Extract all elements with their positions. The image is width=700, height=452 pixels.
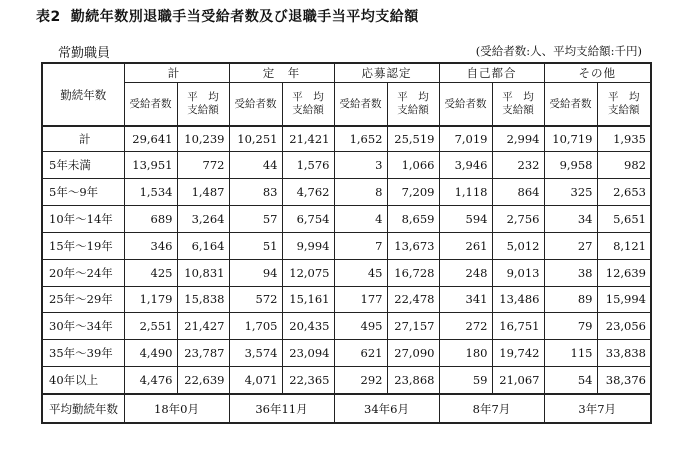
avg-amount-cell: 4,762 xyxy=(282,178,334,205)
retirement-allowance-table xyxy=(41,62,652,424)
table-number: 表2 xyxy=(36,9,61,25)
group-header-self: 自己都合 xyxy=(439,63,544,83)
sub-header-count: 受給者数 xyxy=(439,83,492,127)
count-cell: 4 xyxy=(334,205,387,232)
avg-amount-cell: 16,751 xyxy=(492,313,544,340)
count-cell: 57 xyxy=(229,205,282,232)
row-label: 20年～24年 xyxy=(42,259,124,286)
avg-amount-cell: 7,209 xyxy=(387,178,439,205)
avg-amount-cell: 25,519 xyxy=(387,126,439,152)
avg-amount-cell: 20,435 xyxy=(282,313,334,340)
avg-amount-cell: 1,935 xyxy=(597,126,651,152)
total-row xyxy=(42,126,651,152)
count-cell: 341 xyxy=(439,286,492,313)
count-cell: 3,574 xyxy=(229,340,282,367)
count-cell: 495 xyxy=(334,313,387,340)
avg-amount-cell: 6,164 xyxy=(177,232,229,259)
count-cell: 1,534 xyxy=(124,178,177,205)
table-row xyxy=(42,152,651,179)
average-tenure-cell: 3年7月 xyxy=(544,394,651,423)
count-cell: 425 xyxy=(124,259,177,286)
sub-header-avg-line2: 支給額 xyxy=(397,104,429,116)
sub-header-avg xyxy=(177,83,229,127)
table-row xyxy=(42,205,651,232)
sub-header-count: 受給者数 xyxy=(229,83,282,127)
count-cell: 9,958 xyxy=(544,152,597,179)
average-tenure-cell: 36年11月 xyxy=(229,394,334,423)
average-tenure-cell: 8年7月 xyxy=(439,394,544,423)
avg-amount-cell: 2,653 xyxy=(597,178,651,205)
count-cell: 621 xyxy=(334,340,387,367)
table-row xyxy=(42,286,651,313)
count-cell: 4,476 xyxy=(124,367,177,395)
avg-amount-cell: 13,673 xyxy=(387,232,439,259)
count-cell: 4,490 xyxy=(124,340,177,367)
count-cell: 1,118 xyxy=(439,178,492,205)
count-cell: 180 xyxy=(439,340,492,367)
sub-header-avg-line1: 平 均 xyxy=(608,91,640,103)
sub-header-row xyxy=(42,83,651,127)
unit-note: (受給者数:人、平均支給額:千円) xyxy=(475,44,642,58)
sub-header-avg xyxy=(492,83,544,127)
avg-amount-cell: 38,376 xyxy=(597,367,651,395)
count-cell: 34 xyxy=(544,205,597,232)
count-cell: 248 xyxy=(439,259,492,286)
group-header-row xyxy=(42,63,651,83)
count-cell: 115 xyxy=(544,340,597,367)
avg-amount-cell: 15,838 xyxy=(177,286,229,313)
count-cell: 89 xyxy=(544,286,597,313)
avg-amount-cell: 982 xyxy=(597,152,651,179)
count-cell: 2,551 xyxy=(124,313,177,340)
avg-amount-cell: 772 xyxy=(177,152,229,179)
count-cell: 594 xyxy=(439,205,492,232)
count-cell: 13,951 xyxy=(124,152,177,179)
avg-amount-cell: 22,365 xyxy=(282,367,334,395)
table-row xyxy=(42,367,651,395)
sub-header-avg-line2: 支給額 xyxy=(292,104,324,116)
count-cell: 94 xyxy=(229,259,282,286)
avg-amount-cell: 864 xyxy=(492,178,544,205)
count-cell: 346 xyxy=(124,232,177,259)
table-row xyxy=(42,178,651,205)
group-header-mandatory: 定 年 xyxy=(229,63,334,83)
count-cell: 1,652 xyxy=(334,126,387,152)
count-cell: 79 xyxy=(544,313,597,340)
count-cell: 7,019 xyxy=(439,126,492,152)
avg-amount-cell: 23,056 xyxy=(597,313,651,340)
count-cell: 1,705 xyxy=(229,313,282,340)
avg-amount-cell: 1,576 xyxy=(282,152,334,179)
avg-amount-cell: 21,427 xyxy=(177,313,229,340)
row-label: 30年～34年 xyxy=(42,313,124,340)
sub-header-avg-line1: 平 均 xyxy=(397,91,429,103)
count-cell: 261 xyxy=(439,232,492,259)
count-cell: 689 xyxy=(124,205,177,232)
count-cell: 27 xyxy=(544,232,597,259)
table-row xyxy=(42,232,651,259)
employee-category: 常勤職員 xyxy=(58,46,111,61)
count-cell: 572 xyxy=(229,286,282,313)
avg-amount-cell: 6,754 xyxy=(282,205,334,232)
avg-amount-cell: 13,486 xyxy=(492,286,544,313)
count-cell: 177 xyxy=(334,286,387,313)
sub-header-avg xyxy=(597,83,651,127)
avg-amount-cell: 12,639 xyxy=(597,259,651,286)
avg-amount-cell: 23,094 xyxy=(282,340,334,367)
avg-amount-cell: 19,742 xyxy=(492,340,544,367)
avg-amount-cell: 1,066 xyxy=(387,152,439,179)
avg-amount-cell: 8,121 xyxy=(597,232,651,259)
sub-header-avg-line2: 支給額 xyxy=(502,104,534,116)
table-row xyxy=(42,340,651,367)
row-label: 40年以上 xyxy=(42,367,124,395)
table-title-text: 勤続年数別退職手当受給者数及び退職手当平均支給額 xyxy=(70,9,419,25)
count-cell: 4,071 xyxy=(229,367,282,395)
sub-header-avg-line2: 支給額 xyxy=(608,104,640,116)
table-title xyxy=(36,6,419,26)
row-label: 15年～19年 xyxy=(42,232,124,259)
count-cell: 3 xyxy=(334,152,387,179)
sub-header-avg-line2: 支給額 xyxy=(187,104,219,116)
group-header-other: その他 xyxy=(544,63,651,83)
sub-header-avg xyxy=(387,83,439,127)
avg-amount-cell: 3,264 xyxy=(177,205,229,232)
avg-amount-cell: 2,994 xyxy=(492,126,544,152)
average-tenure-cell: 18年0月 xyxy=(124,394,229,423)
sub-header-avg-line1: 平 均 xyxy=(502,91,534,103)
count-cell: 10,251 xyxy=(229,126,282,152)
avg-amount-cell: 27,157 xyxy=(387,313,439,340)
table-row xyxy=(42,259,651,286)
count-cell: 8 xyxy=(334,178,387,205)
avg-amount-cell: 1,487 xyxy=(177,178,229,205)
table-body xyxy=(42,126,651,423)
count-cell: 325 xyxy=(544,178,597,205)
avg-amount-cell: 23,787 xyxy=(177,340,229,367)
count-cell: 83 xyxy=(229,178,282,205)
count-cell: 10,719 xyxy=(544,126,597,152)
sub-header-count: 受給者数 xyxy=(334,83,387,127)
row-label: 35年～39年 xyxy=(42,340,124,367)
avg-amount-cell: 5,651 xyxy=(597,205,651,232)
sub-header-avg xyxy=(282,83,334,127)
row-label: 計 xyxy=(42,126,124,152)
avg-amount-cell: 22,639 xyxy=(177,367,229,395)
avg-amount-cell: 21,067 xyxy=(492,367,544,395)
count-cell: 45 xyxy=(334,259,387,286)
count-cell: 44 xyxy=(229,152,282,179)
avg-amount-cell: 232 xyxy=(492,152,544,179)
avg-amount-cell: 5,012 xyxy=(492,232,544,259)
count-cell: 59 xyxy=(439,367,492,395)
count-cell: 3,946 xyxy=(439,152,492,179)
avg-amount-cell: 15,161 xyxy=(282,286,334,313)
avg-amount-cell: 15,994 xyxy=(597,286,651,313)
average-tenure-row xyxy=(42,394,651,423)
table-row xyxy=(42,313,651,340)
avg-amount-cell: 2,756 xyxy=(492,205,544,232)
count-cell: 272 xyxy=(439,313,492,340)
count-cell: 51 xyxy=(229,232,282,259)
row-label: 平均勤続年数 xyxy=(42,394,124,423)
sub-header-avg-line1: 平 均 xyxy=(187,91,219,103)
corner-header: 勤続年数 xyxy=(42,63,124,126)
avg-amount-cell: 10,831 xyxy=(177,259,229,286)
group-header-total: 計 xyxy=(124,63,229,83)
row-label: 5年未満 xyxy=(42,152,124,179)
row-label: 25年～29年 xyxy=(42,286,124,313)
avg-amount-cell: 16,728 xyxy=(387,259,439,286)
sub-header-count: 受給者数 xyxy=(544,83,597,127)
avg-amount-cell: 21,421 xyxy=(282,126,334,152)
avg-amount-cell: 10,239 xyxy=(177,126,229,152)
count-cell: 292 xyxy=(334,367,387,395)
avg-amount-cell: 22,478 xyxy=(387,286,439,313)
count-cell: 1,179 xyxy=(124,286,177,313)
avg-amount-cell: 27,090 xyxy=(387,340,439,367)
count-cell: 29,641 xyxy=(124,126,177,152)
sub-header-avg-line1: 平 均 xyxy=(292,91,324,103)
avg-amount-cell: 8,659 xyxy=(387,205,439,232)
row-label: 5年～9年 xyxy=(42,178,124,205)
count-cell: 38 xyxy=(544,259,597,286)
avg-amount-cell: 9,994 xyxy=(282,232,334,259)
count-cell: 7 xyxy=(334,232,387,259)
count-cell: 54 xyxy=(544,367,597,395)
average-tenure-cell: 34年6月 xyxy=(334,394,439,423)
avg-amount-cell: 23,868 xyxy=(387,367,439,395)
group-header-voluntary-early: 応募認定 xyxy=(334,63,439,83)
avg-amount-cell: 9,013 xyxy=(492,259,544,286)
avg-amount-cell: 33,838 xyxy=(597,340,651,367)
sub-header-count: 受給者数 xyxy=(124,83,177,127)
row-label: 10年～14年 xyxy=(42,205,124,232)
avg-amount-cell: 12,075 xyxy=(282,259,334,286)
